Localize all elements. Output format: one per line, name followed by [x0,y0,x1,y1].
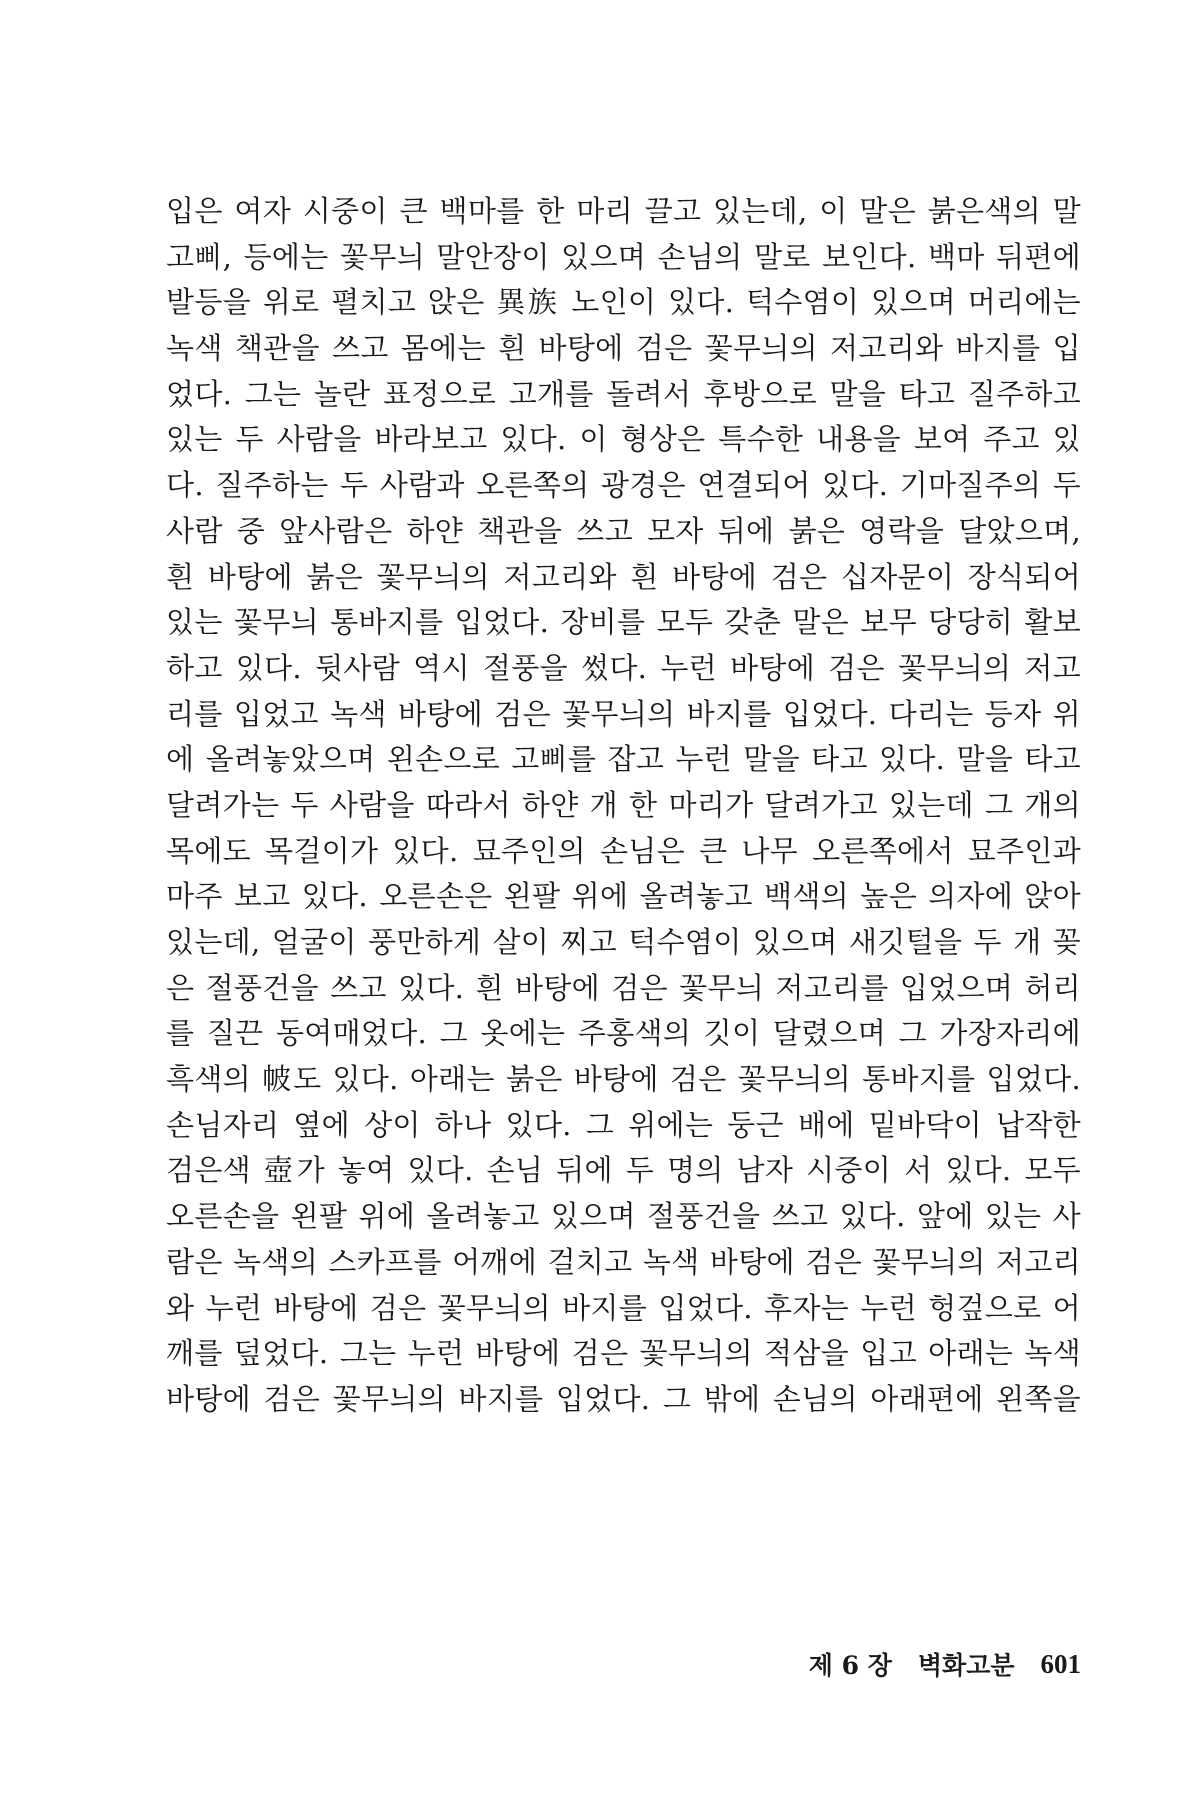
text-line: 오른손을 왼팔 위에 올려놓고 있으며 절풍건을 쓰고 있다. 앞에 있는 사 [166,1199,1081,1234]
text-line: 하고 있다. 뒷사람 역시 절풍을 썼다. 누런 바탕에 검은 꽃무늬의 저고 [166,650,1081,685]
text-line: 은 절풍건을 쓰고 있다. 흰 바탕에 검은 꽃무늬 저고리를 입었으며 허리 [166,970,1081,1005]
text-line: 바탕에 검은 꽃무늬의 바지를 입었다. 그 밖에 손님의 아래편에 왼쪽을 [166,1381,1081,1416]
text-line: 발등을 위로 펼치고 앉은 異族 노인이 있다. 턱수염이 있으며 머리에는 [166,285,1081,320]
text-line: 입은 여자 시중이 큰 백마를 한 마리 끌고 있는데, 이 말은 붉은색의 말 [166,194,1081,228]
text-line: 었다. 그는 놀란 표정으로 고개를 돌려서 후방으로 말을 타고 질주하고 [166,376,1081,411]
text-line: 를 질끈 동여매었다. 그 옷에는 주홍색의 깃이 달렸으며 그 가장자리에 [166,1016,1081,1051]
text-line: 흑색의 帔도 있다. 아래는 붉은 바탕에 검은 꽃무늬의 통바지를 입었다. [166,1062,1081,1097]
text-line: 있는 두 사람을 바라보고 있다. 이 형상은 특수한 내용을 보여 주고 있 [166,422,1081,457]
text-line: 깨를 덮었다. 그는 누런 바탕에 검은 꽃무늬의 적삼을 입고 아래는 녹색 [166,1336,1081,1371]
text-line: 검은색 壺가 놓여 있다. 손님 뒤에 두 명의 남자 시중이 서 있다. 모두 [166,1153,1082,1188]
page-number: 601 [1040,1648,1081,1679]
text-line: 흰 바탕에 붉은 꽃무늬의 저고리와 흰 바탕에 검은 십자문이 장식되어 [166,559,1081,594]
text-line: 다. 질주하는 두 사람과 오른쪽의 광경은 연결되어 있다. 기마질주의 두 [166,468,1081,503]
footer-chapter: 제 6 장 [808,1651,892,1680]
page-footer [770,1644,1081,1684]
text-line: 있는 꽃무늬 통바지를 입었다. 장비를 모두 갖춘 말은 보무 당당히 활보 [166,605,1081,640]
footer-section: 벽화고분 [917,1651,1015,1680]
text-line: 녹색 책관을 쓰고 몸에는 흰 바탕에 검은 꽃무늬의 저고리와 바지를 입 [166,331,1081,366]
text-line: 리를 입었고 녹색 바탕에 검은 꽃무늬의 바지를 입었다. 다리는 등자 위 [166,696,1081,731]
text-line: 목에도 목걸이가 있다. 묘주인의 손님은 큰 나무 오른쪽에서 묘주인과 [166,833,1081,868]
text-line: 에 올려놓았으며 왼손으로 고삐를 잡고 누런 말을 타고 있다. 말을 타고 [166,742,1081,777]
text-line: 사람 중 앞사람은 하얀 책관을 쓰고 모자 뒤에 붉은 영락을 달았으며, [166,513,1081,548]
text-line: 와 누런 바탕에 검은 꽃무늬의 바지를 입었다. 후자는 누런 헝겊으로 어 [166,1290,1081,1325]
body-text [166,189,1081,1423]
text-line: 있는데, 얼굴이 풍만하게 살이 찌고 턱수염이 있으며 새깃털을 두 개 꽂 [166,925,1081,959]
text-line: 고삐, 등에는 꽃무늬 말안장이 있으며 손님의 말로 보인다. 백마 뒤편에 [166,239,1081,274]
text-line: 람은 녹색의 스카프를 어깨에 걸치고 녹색 바탕에 검은 꽃무늬의 저고리 [166,1244,1081,1279]
text-line: 달려가는 두 사람을 따라서 하얀 개 한 마리가 달려가고 있는데 그 개의 [166,787,1081,822]
text-line: 마주 보고 있다. 오른손은 왼팔 위에 올려놓고 백색의 높은 의자에 앉아 [166,879,1081,914]
text-line: 손님자리 옆에 상이 하나 있다. 그 위에는 둥근 배에 밑바닥이 납작한 [166,1107,1081,1142]
